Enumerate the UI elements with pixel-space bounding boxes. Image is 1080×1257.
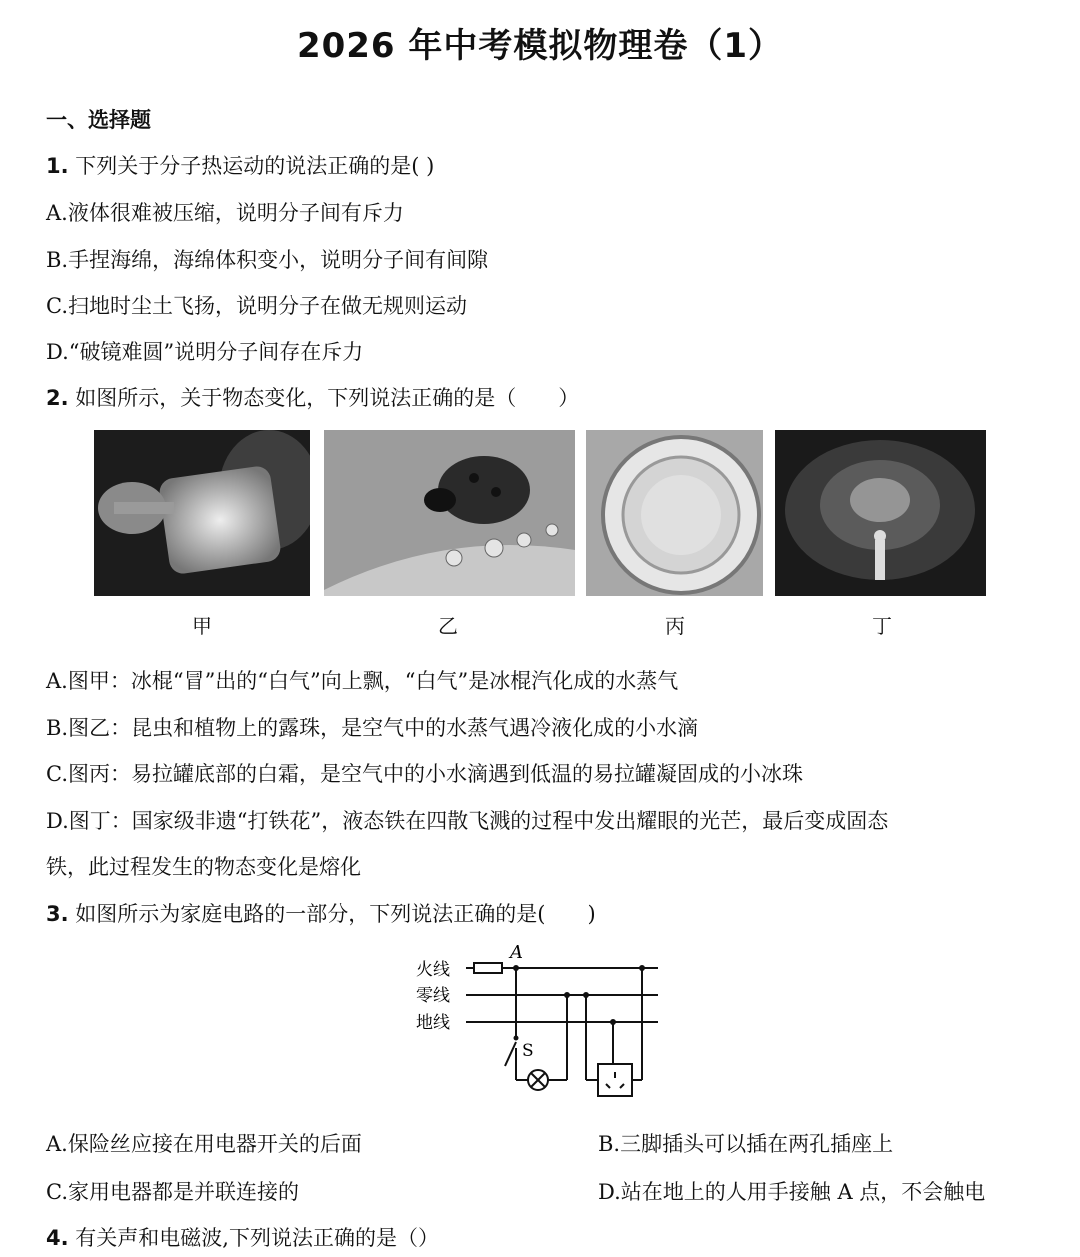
photo-ice-pop [94,430,310,596]
photo-iron-flowers [775,430,986,596]
caption-bing: 丙 [665,614,685,638]
q1-option-d: D.“破镜难圆”说明分子间存在斥力 [46,340,364,364]
label-neutral-wire: 零线 [416,986,450,1006]
question-number: 1. [46,154,69,178]
question-stem: 下列关于分子热运动的说法正确的是( ) [68,154,435,178]
section-heading: 一、选择题 [46,108,151,132]
question-stem: 如图所示，关于物态变化，下列说法正确的是（ ） [68,386,580,410]
question-number: 3. [46,902,69,926]
caption-jia: 甲 [192,614,212,638]
photo-ladybug-dew [324,430,575,596]
page-title: 2026 年中考模拟物理卷（1） [296,26,784,66]
label-point-a: A [510,942,523,963]
label-ground-wire: 地线 [416,1013,450,1033]
question-stem: 如图所示为家庭电路的一部分，下列说法正确的是( ) [68,902,596,926]
question-number: 4. [46,1226,69,1250]
q1-option-b: B.手捏海绵，海绵体积变小，说明分子间有间隙 [46,248,489,272]
q3-option-d: D.站在地上的人用手接触 A 点，不会触电 [598,1180,986,1204]
q3-option-a: A.保险丝应接在用电器开关的后面 [46,1132,362,1156]
question-1 [46,150,434,180]
question-stem: 有关声和电磁波,下列说法正确的是（） [68,1226,439,1250]
q2-option-d: D.图丁：国家级非遗“打铁花”，液态铁在四散飞溅的过程中发出耀眼的光芒，最后变成固态 [46,809,889,833]
q1-option-c: C.扫地时尘土飞扬，说明分子在做无规则运动 [46,294,467,318]
photo-frost-can [586,430,763,596]
question-2 [46,382,579,412]
label-switch: S [522,1041,534,1061]
q1-option-a: A.液体很难被压缩，说明分子间有斥力 [46,201,404,225]
household-circuit-diagram [412,938,674,1104]
caption-ding: 丁 [872,614,892,638]
q3-option-c: C.家用电器都是并联连接的 [46,1180,299,1204]
q2-option-c: C.图丙：易拉罐底部的白霜，是空气中的小水滴遇到低温的易拉罐凝固成的小冰珠 [46,762,803,786]
question-number: 2. [46,386,69,410]
q2-option-d-continued: 铁，此过程发生的物态变化是熔化 [46,855,361,879]
caption-yi: 乙 [438,614,458,638]
q3-option-b: B.三脚插头可以插在两孔插座上 [598,1132,894,1156]
q2-option-a: A.图甲：冰棍“冒”出的“白气”向上飘，“白气”是冰棍汽化成的水蒸气 [46,669,679,693]
question-4 [46,1222,439,1252]
question-3 [46,898,596,928]
label-live-wire: 火线 [416,960,450,980]
q2-option-b: B.图乙：昆虫和植物上的露珠，是空气中的水蒸气遇冷液化成的小水滴 [46,716,699,740]
